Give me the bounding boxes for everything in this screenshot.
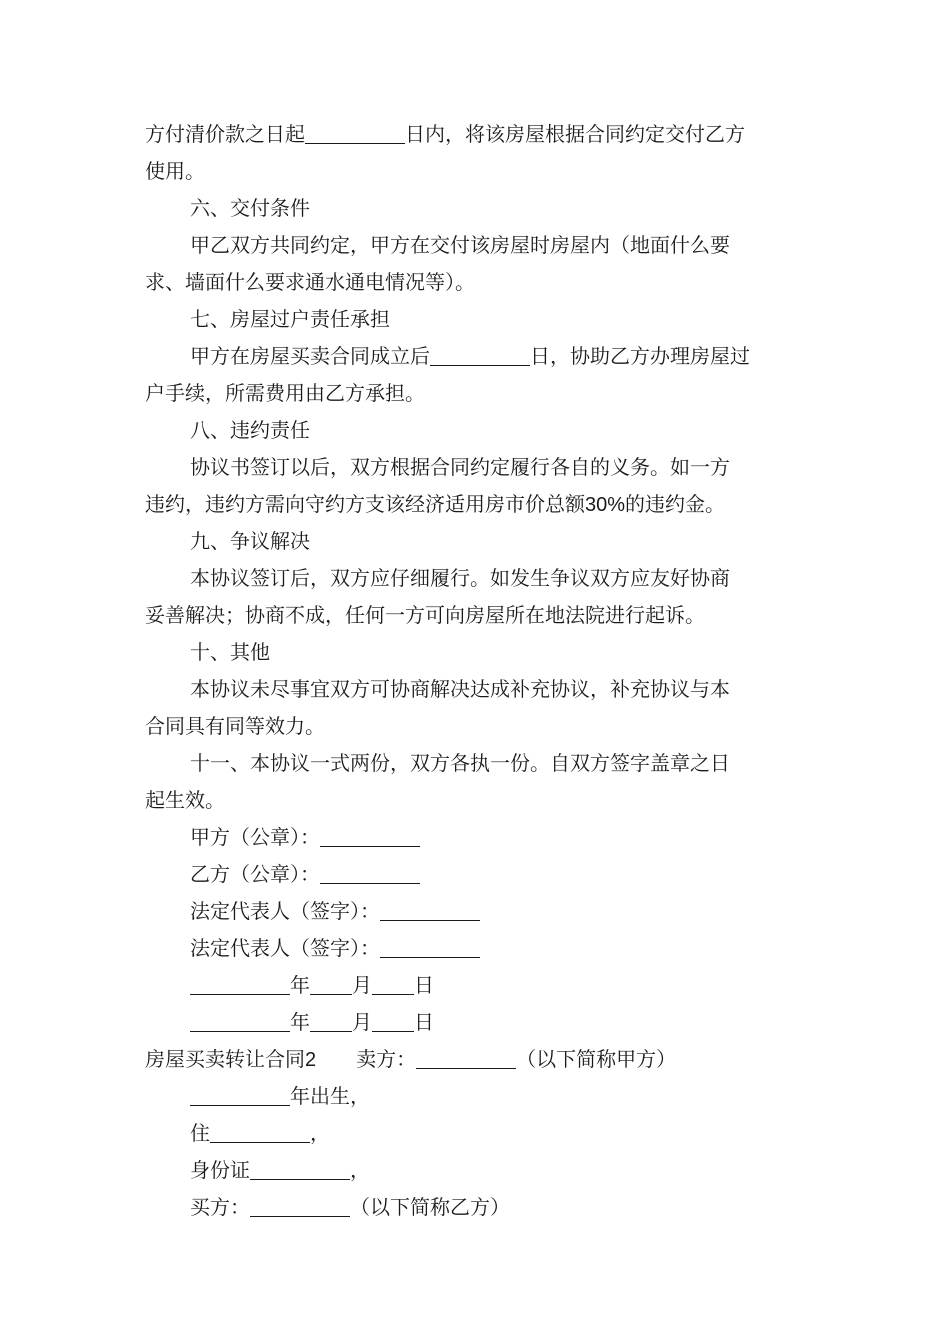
signature-line-party-a xyxy=(145,819,810,856)
blank-field[interactable] xyxy=(380,933,480,958)
text: 身份证 xyxy=(190,1158,250,1182)
text-line xyxy=(145,486,810,523)
label: 甲方（公章）： xyxy=(190,825,320,849)
text: （以下简称甲方） xyxy=(516,1047,677,1071)
text: 房屋买卖转让合同 xyxy=(145,1047,305,1071)
text: 年 xyxy=(290,1010,310,1034)
text: 买方： xyxy=(190,1195,250,1219)
text-line: 使用。 xyxy=(145,159,205,183)
text: 日内，将该房屋根据合同约定交付乙方 xyxy=(405,122,745,146)
blank-field[interactable] xyxy=(190,1081,290,1106)
text-line: 甲乙双方共同约定，甲方在交付该房屋时房屋内（地面什么要 xyxy=(190,233,730,257)
text: （以下简称乙方） xyxy=(350,1195,510,1219)
section-heading: 七、房屋过户责任承担 xyxy=(190,307,390,331)
contract-2-title-line xyxy=(145,1041,810,1078)
section-heading: 九、争议解决 xyxy=(190,529,310,553)
text-line xyxy=(145,1078,810,1115)
blank-field[interactable] xyxy=(310,1007,352,1032)
text-line: 户手续，所需费用由乙方承担。 xyxy=(145,381,425,405)
text: 违约，违约方需向守约方支该经济适用房市价总额 xyxy=(145,492,585,516)
text: 日，协助乙方办理房屋过 xyxy=(530,344,750,368)
text-line: 起生效。 xyxy=(145,788,225,812)
penalty-percent: 30% xyxy=(585,494,626,516)
text-line: 十一、本协议一式两份，双方各执一份。自双方签字盖章之日 xyxy=(190,751,730,775)
text: 月 xyxy=(352,973,372,997)
text: 方付清价款之日起 xyxy=(145,122,305,146)
section-heading: 十、其他 xyxy=(190,640,270,664)
contract-number: 2 xyxy=(305,1049,317,1071)
text-line: 求、墙面什么要求通水通电情况等）。 xyxy=(145,270,475,294)
text-line: 妥善解决；协商不成，任何一方可向房屋所在地法院进行起诉。 xyxy=(145,603,705,627)
signature-line-party-b xyxy=(145,856,810,893)
text: 卖方： xyxy=(356,1047,417,1071)
blank-field[interactable] xyxy=(250,1155,350,1180)
label: 乙方（公章）： xyxy=(190,862,320,886)
blank-field[interactable] xyxy=(380,896,480,921)
text-line xyxy=(145,338,810,375)
label: 法定代表人（签字）： xyxy=(190,936,380,960)
section-heading: 六、交付条件 xyxy=(190,196,310,220)
text-line: 本协议签订后，双方应仔细履行。如发生争议双方应友好协商 xyxy=(190,566,730,590)
text: 日 xyxy=(414,1010,434,1034)
blank-field[interactable] xyxy=(372,1007,414,1032)
text-line: 合同具有同等效力。 xyxy=(145,714,325,738)
text-line xyxy=(145,1189,810,1226)
text: 月 xyxy=(352,1010,372,1034)
date-line xyxy=(145,967,810,1004)
blank-field[interactable] xyxy=(210,1118,310,1143)
text: ， xyxy=(310,1121,330,1145)
label: 法定代表人（签字）： xyxy=(190,899,380,923)
text: 日 xyxy=(414,973,434,997)
text: 的违约金。 xyxy=(625,492,726,516)
text-line: 本协议未尽事宜双方可协商解决达成补充协议，补充协议与本 xyxy=(190,677,730,701)
blank-field[interactable] xyxy=(190,1007,290,1032)
blank-field[interactable] xyxy=(250,1192,350,1217)
blank-field[interactable] xyxy=(305,119,405,144)
section-heading: 八、违约责任 xyxy=(190,418,310,442)
blank-field[interactable] xyxy=(430,341,530,366)
text: 甲方在房屋买卖合同成立后 xyxy=(190,344,430,368)
text-line: 协议书签订以后，双方根据合同约定履行各自的义务。如一方 xyxy=(190,455,730,479)
text: 住 xyxy=(190,1121,210,1145)
blank-field[interactable] xyxy=(372,970,414,995)
blank-field[interactable] xyxy=(320,859,420,884)
document-page xyxy=(145,116,810,1226)
text: 年出生， xyxy=(290,1084,370,1108)
text-line xyxy=(145,1152,810,1189)
signature-line-legal-rep-b xyxy=(145,930,810,967)
text-line xyxy=(145,116,810,153)
blank-field[interactable] xyxy=(310,970,352,995)
date-line xyxy=(145,1004,810,1041)
blank-field[interactable] xyxy=(416,1044,516,1069)
text-line xyxy=(145,1115,810,1152)
blank-field[interactable] xyxy=(320,822,420,847)
signature-line-legal-rep-a xyxy=(145,893,810,930)
text: 年 xyxy=(290,973,310,997)
blank-field[interactable] xyxy=(190,970,290,995)
text: ， xyxy=(350,1158,370,1182)
